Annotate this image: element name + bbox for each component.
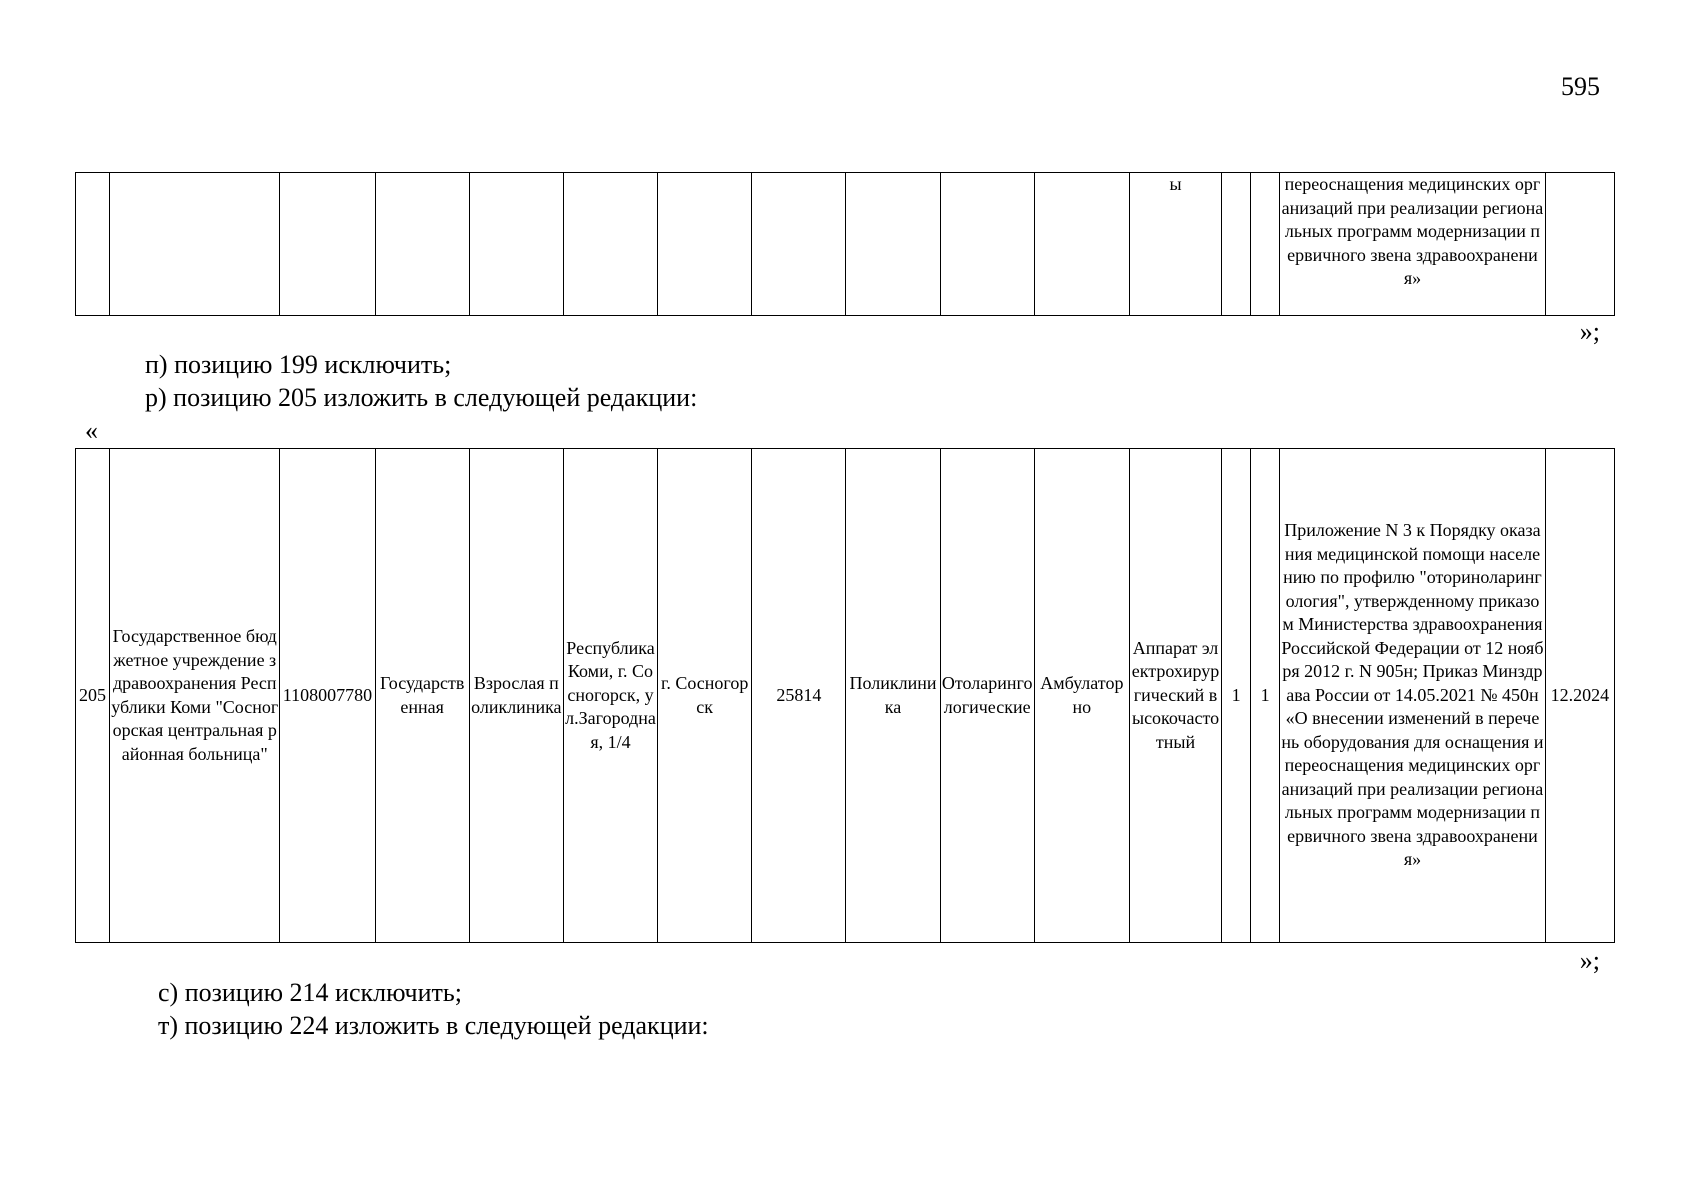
table-cell	[940, 173, 1034, 316]
table-cell: ы	[1129, 173, 1221, 316]
cell-locality: г. Сосногорск	[658, 449, 752, 943]
closing-quote: »;	[1579, 317, 1600, 346]
cell-ownership: Государственная	[375, 449, 469, 943]
cell-date: 12.2024	[1545, 449, 1614, 943]
table-cell	[1222, 173, 1251, 316]
table-cell: переоснащения медицинских организаций при реализации региональных программ модернизации первичного звена здравоохранения»	[1280, 173, 1546, 316]
cell-position-number: 205	[76, 449, 110, 943]
table-cell	[1251, 173, 1280, 316]
cell-unit-type: Поликлиника	[846, 449, 940, 943]
table-cell	[280, 173, 375, 316]
paragraph-t: т) позицию 224 изложить в следующей редакции:	[158, 1011, 709, 1040]
table-row	[76, 173, 1615, 316]
cell-legal-basis: Приложение N 3 к Порядку оказания медицинской помощи населению по профилю "оториноларингология", утвержденному приказом Министерства здравоохранения Российской Федерации от 12 ноября 2012 г. N 905н; Приказ Минздрава России от 14.05.2021 № 450н «О внесении изменений в перечень оборудования для оснащения и переоснащения медицинских организаций при реализации региональных программ модернизации первичного звена здравоохранения»	[1280, 449, 1546, 943]
table-cell	[752, 173, 846, 316]
page-number: 595	[1561, 72, 1600, 101]
cell-quantity-2: 1	[1251, 449, 1280, 943]
paragraph-p: п) позицию 199 исключить;	[145, 350, 452, 379]
cell-subdivision: Взрослая поликлиника	[469, 449, 563, 943]
table-row	[76, 449, 1615, 943]
cell-equipment: Аппарат электрохирургический высокочастотный	[1129, 449, 1221, 943]
table-cell	[76, 173, 110, 316]
table-cell	[1034, 173, 1129, 316]
table-cell	[110, 173, 280, 316]
opening-quote: «	[85, 416, 98, 445]
table-cell	[469, 173, 563, 316]
table-continuation	[75, 172, 1615, 316]
table-position-205	[75, 448, 1615, 943]
table-cell	[375, 173, 469, 316]
table-cell	[1545, 173, 1614, 316]
cell-address: Республика Коми, г. Сосногорск, ул.Загородная, 1/4	[563, 449, 657, 943]
cell-care-conditions: Амбулаторно	[1034, 449, 1129, 943]
cell-code: 25814	[752, 449, 846, 943]
paragraph-r: р) позицию 205 изложить в следующей редакции:	[145, 383, 698, 412]
cell-profile: Отоларингологические	[940, 449, 1034, 943]
table-cell	[846, 173, 940, 316]
paragraph-s: с) позицию 214 исключить;	[158, 978, 462, 1007]
cell-quantity-1: 1	[1222, 449, 1251, 943]
closing-quote: »;	[1579, 946, 1600, 975]
cell-inn: 1108007780	[280, 449, 375, 943]
table-cell	[658, 173, 752, 316]
cell-organization-name: Государственное бюджетное учреждение здравоохранения Республики Коми "Сосногорская центральная районная больница"	[110, 449, 280, 943]
table-cell	[563, 173, 657, 316]
